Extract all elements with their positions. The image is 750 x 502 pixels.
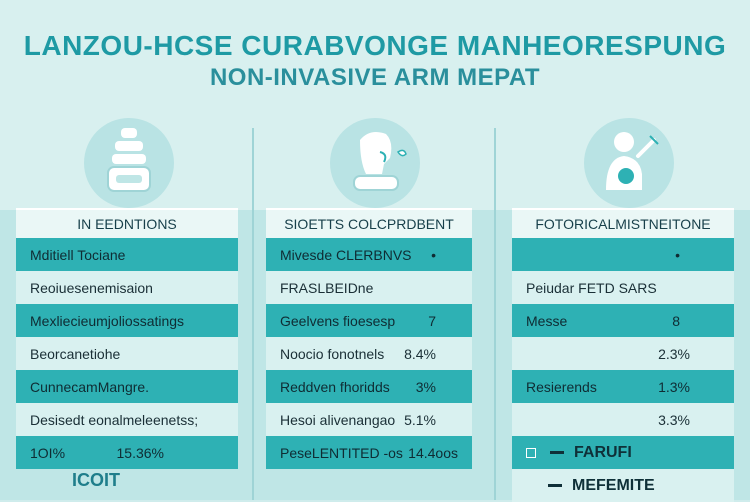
table-row: Peiudar FETD SARS [512, 271, 734, 304]
column-divider [494, 128, 496, 500]
table-row: • [512, 238, 734, 271]
column-footer: ICOIT [72, 470, 120, 490]
legend-item: MEFEMITE [512, 469, 734, 502]
table-row: Mditiell Tociane [16, 238, 238, 271]
column-divider [252, 128, 254, 500]
table-row: Hesoi alivenangao 5.1% [266, 403, 472, 436]
column-components [266, 208, 472, 469]
table-row: Beorcanetiohe [16, 337, 238, 370]
legend-item: FARUFI [512, 436, 734, 469]
table-row: 1OI% 15.36% [16, 436, 238, 469]
table-row: CunnecamMangre. [16, 370, 238, 403]
column-heading: FOTORICALMISTNEITONE [512, 208, 734, 238]
person-arm-icon [584, 118, 674, 208]
table-row: Resierends 1.3% [512, 370, 734, 403]
legend-square-icon [526, 448, 536, 458]
legend-dash-icon [550, 451, 564, 454]
page-subtitle: NON-INVASIVE ARM MEPAT [209, 64, 541, 91]
table-row: Noocio fonotnels 8.4% [266, 337, 472, 370]
table-row: Desisedt eonalmeleenetss; [16, 403, 238, 436]
cylinder-stack-icon [84, 118, 174, 208]
table-row: Mivesde CLERBNVS • [266, 238, 472, 271]
table-row: Messe 8 [512, 304, 734, 337]
head-profile-icon [330, 118, 420, 208]
table-row: Geelvens fioesesp 7 [266, 304, 472, 337]
table-row: FRASLBEIDne [266, 271, 472, 304]
table-row: 3.3% [512, 403, 734, 436]
column-statistics [512, 208, 734, 502]
legend-dash-icon [548, 484, 562, 487]
table-row: PeseLENTITED -os 14.4oos [266, 436, 472, 469]
table-row: Reddven fhoridds 3% [266, 370, 472, 403]
table-row: 2.3% [512, 337, 734, 370]
table-row: Reoiuesenemisaion [16, 271, 238, 304]
column-heading: SIOETTS COLCPRDBENT [266, 208, 472, 238]
column-indications [16, 208, 238, 469]
table-row: Mexliecieumjoliossatings [16, 304, 238, 337]
page-title: LANZOU-HCSE CURABVONGE MANHEORESPUNG [23, 30, 727, 61]
column-heading: IN EEDNTIONS [16, 208, 238, 238]
